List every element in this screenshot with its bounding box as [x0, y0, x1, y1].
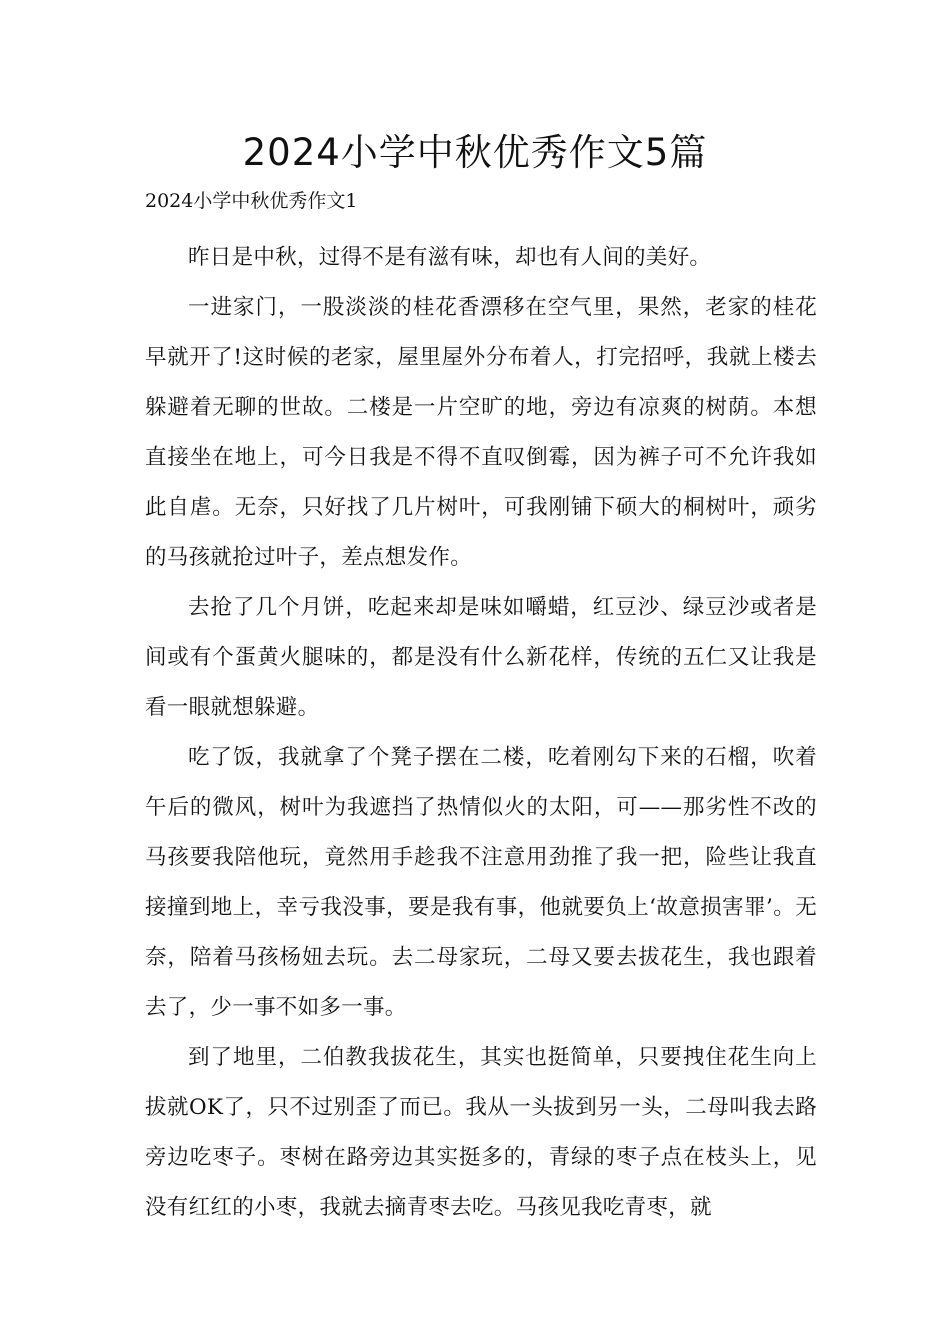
- paragraph: 去抢了几个月饼，吃起来却是味如嚼蜡，红豆沙、绿豆沙或者是间或有个蛋黄火腿味的，都是没有什么新花样，传统的五仁又让我是看一眼就想躲避。: [145, 595, 817, 720]
- paragraph: 到了地里，二伯教我拔花生，其实也挺简单，只要拽住花生向上拔就OK了，只不过别歪了而已。我从一头拔到另一头，二母叫我去路旁边吃枣子。枣树在路旁边其实挺多的，青绿的枣子点在枝头上，见没有红红的小枣，我就去摘青枣去吃。马孩见我吃青枣，就: [145, 1045, 817, 1220]
- paragraph: 吃了饭，我就拿了个凳子摆在二楼，吃着刚勾下来的石榴，吹着午后的微风，树叶为我遮挡了热情似火的太阳，可——那劣性不改的马孩要我陪他玩，竟然用手趁我不注意用劲推了我一把，险些让我直接撞到地上，幸亏我没事，要是我有事，他就要负上‘故意损害罪’。无奈，陪着马孩杨妞去玩。去二母家玩，二母又要去拔花生，我也跟着去了，少一事不如多一事。: [145, 745, 817, 1020]
- document-title: 2024小学中秋优秀作文5篇: [242, 131, 708, 174]
- document-body: [145, 233, 817, 1233]
- paragraph: 一进家门，一股淡淡的桂花香漂移在空气里，果然，老家的桂花早就开了!这时候的老家，屋里屋外分布着人，打完招呼，我就上楼去躲避着无聊的世故。二楼是一片空旷的地，旁边有凉爽的树荫。本想直接坐在地上，可今日我是不得不直叹倒霉，因为裤子可不允许我如此自虐。无奈，只好找了几片树叶，可我刚铺下硕大的桐树叶，顽劣的马孩就抢过叶子，差点想发作。: [145, 295, 817, 570]
- section-title: 2024小学中秋优秀作文1: [145, 190, 358, 212]
- paragraph: 昨日是中秋，过得不是有滋有味，却也有人间的美好。: [188, 245, 712, 270]
